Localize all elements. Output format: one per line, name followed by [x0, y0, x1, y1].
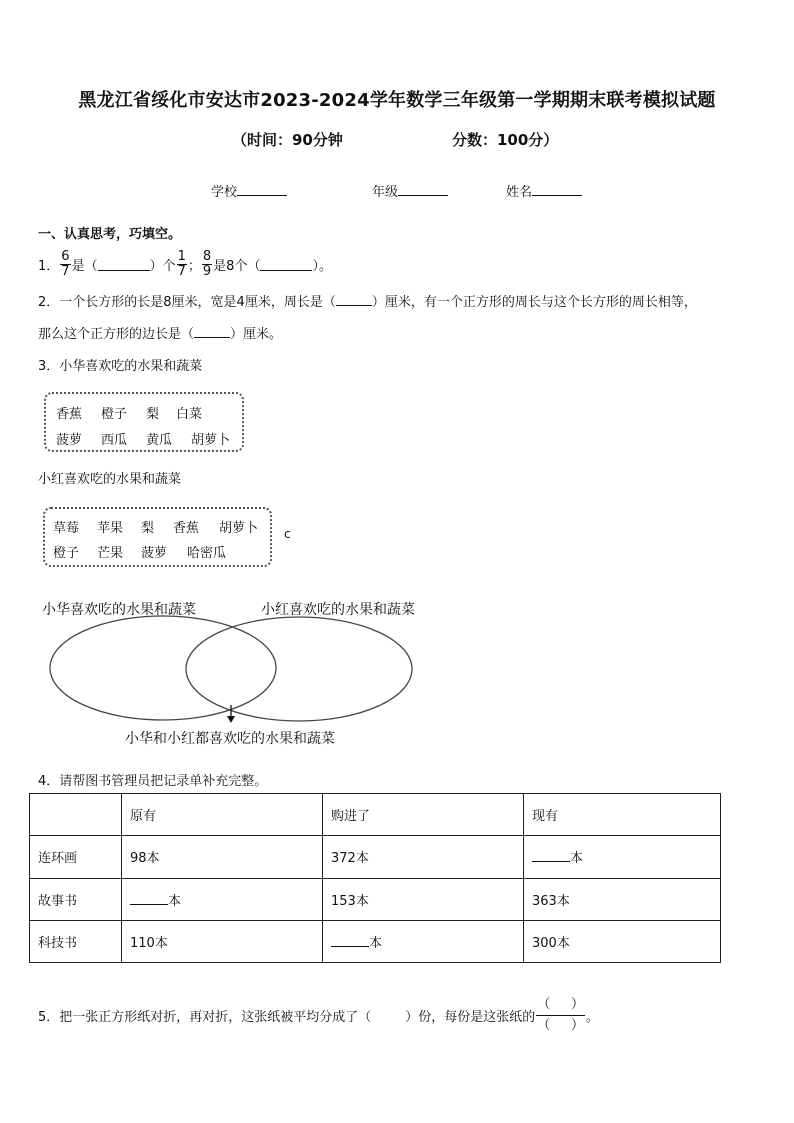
- food-item: 香蕉: [56, 407, 83, 422]
- venn-bottom-label: 小华和小红都喜欢吃的水果和蔬菜: [125, 731, 335, 747]
- food-item: 白菜: [176, 407, 203, 422]
- grade-blank: [398, 183, 448, 196]
- food-item: 胡萝卜: [191, 433, 231, 448]
- q1-text-3: ；: [187, 258, 201, 274]
- xiaohua-food-box: [44, 392, 244, 452]
- answer-fraction[interactable]: [536, 995, 585, 1036]
- unit-label: 本: [369, 935, 383, 951]
- page-title: 黑龙江省绥化市安达市2023-2024学年数学三年级第一学期期末联考模拟试题: [78, 90, 716, 111]
- q1-text-1: 是（: [71, 258, 98, 274]
- food-item: 草莓: [53, 521, 80, 536]
- question-5: [38, 992, 599, 1038]
- school-field: [211, 181, 287, 200]
- name-label: 姓名: [506, 185, 533, 200]
- table-cell-blank[interactable]: [524, 836, 721, 878]
- table-row: [30, 920, 721, 962]
- table-cell: 110本: [122, 920, 323, 962]
- table-cell: 363本: [524, 878, 721, 920]
- record-table: [29, 793, 721, 963]
- fraction-6-7: $\frac{6}{7}$: [61, 248, 70, 279]
- venn-right-label: 小红喜欢吃的水果和蔬菜: [261, 602, 415, 618]
- q5-text-1: 5．把一张正方形纸对折，再对折，这张纸被平均分成了（: [38, 1009, 372, 1025]
- table-header: 购进了: [323, 794, 524, 836]
- table-cell: 372本: [323, 836, 524, 878]
- food-item: 橙子: [53, 546, 80, 561]
- fraction-1-7: $\frac{1}{7}$: [177, 248, 186, 279]
- table-cell: 153本: [323, 878, 524, 920]
- q5-end: 。: [585, 1009, 599, 1025]
- q2-text-3: 那么这个正方形的边长是（: [38, 327, 195, 342]
- name-blank: [532, 183, 582, 196]
- fraction-numerator-blank[interactable]: （ ）: [536, 995, 585, 1016]
- table-cell: 连环画: [30, 836, 122, 878]
- table-cell: 故事书: [30, 878, 122, 920]
- grade-field: [372, 181, 448, 200]
- q5-text-2: ）份，每份是这张纸的: [405, 1009, 536, 1025]
- answer-blank[interactable]: [260, 258, 312, 271]
- xiaohong-food-box: [43, 507, 272, 567]
- food-item: 胡萝卜: [219, 521, 259, 536]
- question-3-stem: 3．小华喜欢吃的水果和蔬菜: [38, 359, 203, 374]
- answer-blank[interactable]: [98, 258, 150, 271]
- table-header: [30, 794, 122, 836]
- venn-left-ellipse[interactable]: [50, 616, 276, 720]
- name-field: [506, 181, 582, 200]
- answer-blank[interactable]: [532, 849, 570, 862]
- table-cell-blank[interactable]: [122, 878, 323, 920]
- table-header: 现有: [524, 794, 721, 836]
- arrow-down-icon: [227, 716, 235, 723]
- question-4-stem: 4．请帮图书管理员把记录单补充完整。: [38, 774, 268, 789]
- food-item: 芒果: [97, 546, 124, 561]
- question-2-line-2: [38, 323, 282, 342]
- food-item: 菠萝: [141, 546, 168, 561]
- school-blank: [237, 183, 287, 196]
- school-label: 学校: [211, 185, 238, 200]
- question-2-line-1: [38, 291, 697, 310]
- food-item: 菠萝: [56, 433, 83, 448]
- stray-mark: c: [284, 527, 291, 541]
- food-item: 梨: [146, 407, 160, 422]
- table-cell: 300本: [524, 920, 721, 962]
- q2-text-1: 2．一个长方形的长是8厘米，宽是4厘米，周长是（: [38, 295, 336, 310]
- venn-right-ellipse[interactable]: [186, 617, 412, 721]
- table-cell: 98本: [122, 836, 323, 878]
- food-item: 橙子: [101, 407, 128, 422]
- answer-blank[interactable]: [130, 892, 168, 905]
- table-header: 原有: [122, 794, 323, 836]
- q1-text-4: 是8个（: [213, 258, 261, 274]
- q2-text-2: ）厘米，有一个正方形的周长与这个长方形的周长相等，: [371, 295, 697, 310]
- section-heading: 一、认真思考，巧填空。: [38, 227, 182, 242]
- q2-text-4: ）厘米。: [230, 327, 283, 342]
- answer-blank[interactable]: [194, 325, 230, 338]
- food-item: 香蕉: [173, 521, 200, 536]
- venn-diagram: [40, 615, 420, 730]
- fraction-8-9: $\frac{8}{9}$: [202, 248, 212, 279]
- answer-blank[interactable]: [336, 293, 372, 306]
- table-cell-blank[interactable]: [323, 920, 524, 962]
- xiaohong-stem: 小红喜欢吃的水果和蔬菜: [38, 472, 182, 487]
- food-item: 黄瓜: [146, 433, 173, 448]
- table-row: [30, 878, 721, 920]
- question-1: [38, 245, 332, 283]
- unit-label: 本: [570, 851, 584, 867]
- food-item: 哈密瓜: [187, 546, 227, 561]
- time-label: （时间：90分钟: [232, 131, 343, 149]
- food-item: 苹果: [97, 521, 124, 536]
- fraction-denominator-blank[interactable]: （ ）: [537, 1017, 584, 1033]
- grade-label: 年级: [372, 185, 399, 200]
- food-item: 西瓜: [101, 433, 128, 448]
- venn-left-label: 小华喜欢吃的水果和蔬菜: [42, 602, 196, 618]
- q1-number: 1．: [38, 258, 60, 274]
- table-cell: 科技书: [30, 920, 122, 962]
- q1-text-5: ）。: [312, 258, 332, 274]
- unit-label: 本: [168, 893, 182, 909]
- food-item: 梨: [141, 521, 155, 536]
- answer-blank[interactable]: [331, 934, 369, 947]
- table-row: [30, 836, 721, 878]
- q1-text-2: ）个: [149, 258, 176, 274]
- score-label: 分数：100分）: [452, 131, 559, 149]
- table-header-row: [30, 794, 721, 836]
